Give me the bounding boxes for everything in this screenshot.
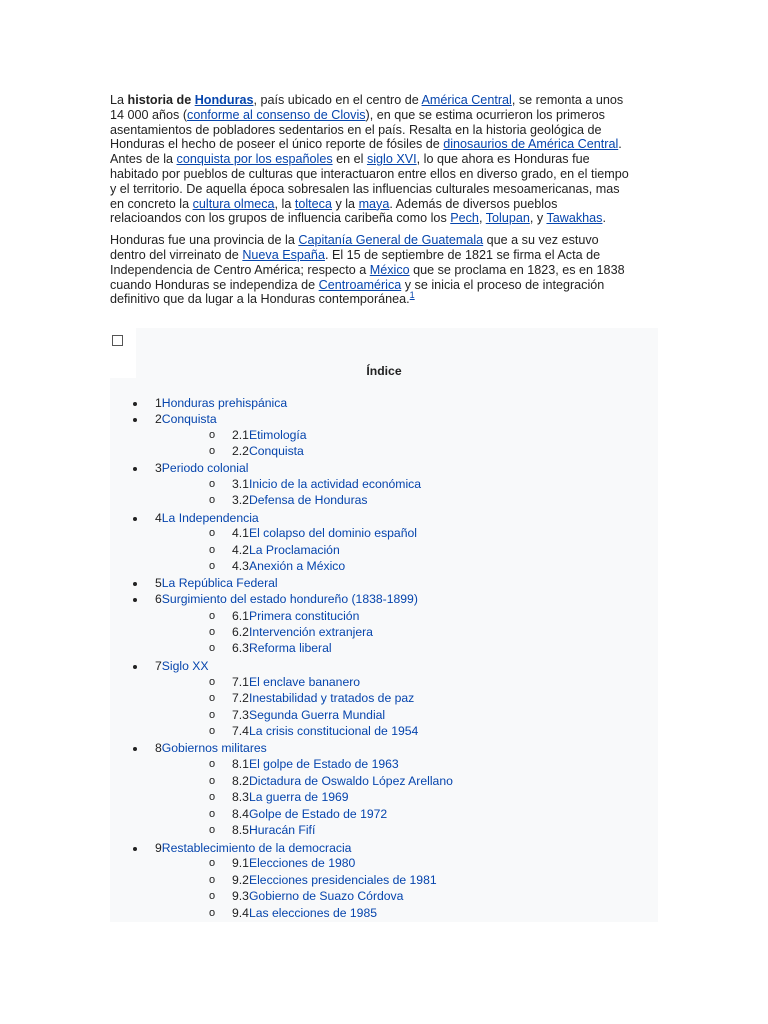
toc-item-number: 6 — [155, 592, 162, 606]
body-text: y la — [331, 196, 359, 211]
article-link[interactable]: Honduras — [194, 93, 254, 107]
toc-item-number: 3.1 — [232, 477, 249, 491]
article-link[interactable]: dinosaurios de América Central — [443, 137, 619, 152]
toc-item-link[interactable]: Segunda Guerra Mundial — [248, 708, 386, 722]
toc-item[interactable] — [232, 807, 387, 821]
toc-item-number: 9 — [155, 841, 162, 855]
body-text: ), en que se estima ocurrieron los primeros asentamientos de pobladores sedentarios en el país. Resalta en la historia geológica de Honduras el hecho de poseer el único reporte de fósiles de — [110, 107, 605, 152]
toc-item-link[interactable]: La Proclamación — [248, 543, 340, 557]
body-text: , se remonta a unos 14 000 años ( — [110, 93, 624, 122]
toc-item-link[interactable]: Elecciones presidenciales de 1981 — [248, 873, 437, 887]
toc-item-number: 4 — [155, 511, 162, 525]
toc-item-link[interactable]: Inestabilidad y tratados de paz — [248, 691, 415, 705]
toc-item-number: 8.3 — [232, 790, 249, 804]
toc-item[interactable] — [232, 526, 417, 540]
body-text: . El 15 de septiembre de 1821 se firma el Acta de Independencia de Centro América; respecto a — [110, 247, 601, 277]
toc-item-number: 8.5 — [232, 823, 249, 837]
article-link[interactable]: Capitanía General de Guatemala — [298, 233, 484, 248]
toc-item-number: 8 — [155, 741, 162, 755]
toc-item-number: 2 — [155, 412, 162, 426]
toc-item-number: 4.1 — [232, 526, 249, 540]
toc-item-link[interactable]: Periodo colonial — [161, 461, 249, 475]
toc-item[interactable] — [232, 757, 399, 771]
toc-item[interactable] — [232, 543, 340, 557]
toc-item[interactable] — [232, 493, 368, 507]
sub-bullet-icon: o — [209, 676, 216, 688]
toc-item[interactable] — [155, 659, 209, 673]
bullet-icon — [133, 665, 137, 669]
toc-item-link[interactable]: Gobiernos militares — [161, 741, 267, 755]
toc-item[interactable] — [155, 396, 287, 410]
bullet-icon — [133, 517, 137, 521]
sub-bullet-icon: o — [209, 791, 216, 803]
article-link[interactable]: Nueva España — [242, 247, 325, 262]
sub-bullet-icon: o — [209, 758, 216, 770]
sub-bullet-icon: o — [209, 494, 216, 506]
toc-item[interactable] — [232, 444, 304, 458]
bullet-icon — [133, 598, 137, 602]
body-text: que se proclama en 1823, es en 1838 cuando Honduras se independiza de — [110, 262, 625, 292]
body-text: que a su vez estuvo dentro del virreinato de — [110, 233, 599, 262]
toc-item-number: 7 — [155, 659, 162, 673]
toc-item[interactable] — [155, 461, 249, 475]
toc-item-link[interactable]: Restablecimiento de la democracia — [161, 841, 352, 855]
toc-item-number: 5 — [155, 576, 162, 590]
toc-item[interactable] — [155, 592, 418, 606]
toc-item[interactable] — [232, 625, 373, 639]
toc-item[interactable] — [232, 889, 403, 903]
toc-item-number: 7.1 — [232, 675, 249, 689]
sub-bullet-icon: o — [209, 544, 216, 556]
toc-item-number: 7.3 — [232, 708, 249, 722]
toc-item-link[interactable]: La crisis constitucional de 1954 — [248, 724, 419, 738]
toc-item[interactable] — [155, 576, 278, 590]
sub-bullet-icon: o — [209, 709, 216, 721]
toc-item-link[interactable]: Dictadura de Oswaldo López Arellano — [248, 774, 453, 788]
sub-bullet-icon: o — [209, 692, 216, 704]
toc-item[interactable] — [232, 609, 359, 623]
sub-bullet-icon: o — [209, 626, 216, 638]
sub-bullet-icon: o — [209, 642, 216, 654]
toc-item-link[interactable]: Defensa de Honduras — [248, 493, 368, 507]
toc-item-number: 9.4 — [232, 906, 249, 920]
toc-toggle-checkbox[interactable] — [112, 335, 123, 346]
toc-item-number: 8.2 — [232, 774, 249, 788]
toc-item[interactable] — [232, 856, 355, 870]
toc-item[interactable] — [232, 691, 414, 705]
body-text: , país ubicado en el centro de — [253, 93, 422, 107]
article-link[interactable]: América Central — [421, 93, 512, 107]
toc-item-number: 1 — [155, 396, 162, 410]
body-text: La — [110, 93, 128, 107]
bullet-icon — [133, 747, 137, 751]
toc-item[interactable] — [232, 790, 349, 804]
toc-item-number: 4.3 — [232, 559, 249, 573]
toc-item-link[interactable]: El golpe de Estado de 1963 — [248, 757, 399, 771]
toc-item-link[interactable]: Etimología — [248, 428, 307, 442]
toc-item-link[interactable]: Anexión a México — [248, 559, 346, 573]
toc-item-number: 9.3 — [232, 889, 249, 903]
sub-bullet-icon: o — [209, 907, 216, 919]
sub-bullet-icon: o — [209, 429, 216, 441]
sub-bullet-icon: o — [209, 824, 216, 836]
toc-item-number: 9.2 — [232, 873, 249, 887]
article-link[interactable]: cultura olmeca — [192, 196, 275, 211]
toc-item-link[interactable]: Gobierno de Suazo Córdova — [248, 889, 404, 903]
body-text: y se inicia el proceso de integración definitivo que da lugar a la Honduras contemporánea. — [110, 277, 605, 307]
sub-bullet-icon: o — [209, 857, 216, 869]
toc-item[interactable] — [232, 675, 360, 689]
toc-item-number: 6.3 — [232, 641, 249, 655]
toc-item-number: 2.2 — [232, 444, 249, 458]
toc-item[interactable] — [232, 873, 437, 887]
body-text: , — [478, 211, 486, 226]
toc-item-link[interactable]: Siglo XX — [161, 659, 209, 673]
toc-item-link[interactable]: Las elecciones de 1985 — [248, 906, 378, 920]
bullet-icon — [133, 582, 137, 586]
toc-item-number: 8.4 — [232, 807, 249, 821]
article-link[interactable]: Tolupan — [485, 211, 530, 226]
toc-item-number: 8.1 — [232, 757, 249, 771]
toc-item-link[interactable]: Primera constitución — [248, 609, 360, 623]
toc-item[interactable] — [155, 841, 351, 855]
body-text: . Además de diversos pueblos relacioandos con los grupos de influencia caribeña como los — [110, 196, 558, 226]
article-link[interactable]: Tawakhas — [546, 211, 603, 226]
toc-item[interactable] — [232, 823, 315, 837]
reference-link[interactable]: 1 — [409, 290, 415, 301]
toc-item[interactable] — [155, 412, 217, 426]
toc-item-number: 6.2 — [232, 625, 249, 639]
toc-item-number: 6.1 — [232, 609, 249, 623]
toc-item[interactable] — [232, 477, 421, 491]
toc-item[interactable] — [232, 906, 377, 920]
bullet-icon — [133, 418, 137, 422]
toc-item[interactable] — [232, 774, 453, 788]
toc-item-link[interactable]: La guerra de 1969 — [248, 790, 349, 804]
sub-bullet-icon: o — [209, 445, 216, 457]
article-link[interactable]: Pech — [450, 211, 479, 226]
toc-item[interactable] — [155, 741, 267, 755]
sub-bullet-icon: o — [209, 478, 216, 490]
article-link[interactable]: Centroamérica — [318, 277, 402, 292]
toc-item-number: 9.1 — [232, 856, 249, 870]
toc-item-number: 7.4 — [232, 724, 249, 738]
body-text: en el — [332, 152, 367, 167]
article-link[interactable]: tolteca — [294, 196, 332, 211]
article-link[interactable]: conquista por los españoles — [176, 152, 333, 167]
toc-item[interactable] — [155, 511, 259, 525]
table-of-contents — [110, 328, 658, 922]
toc-item-link[interactable]: Conquista — [161, 412, 217, 426]
toc-item-link[interactable]: Huracán Fifí — [248, 823, 316, 837]
toc-item-link[interactable]: Honduras prehispánica — [161, 396, 288, 410]
body-text: , y — [529, 211, 547, 226]
toc-item-link[interactable]: La República Federal — [161, 576, 278, 590]
body-text: Honduras fue una provincia de la — [110, 233, 299, 248]
body-text: . Antes de la — [110, 137, 622, 167]
toc-title: Índice — [366, 364, 402, 378]
intro-paragraph-1 — [110, 93, 630, 226]
toc-item-link[interactable]: La Independencia — [161, 511, 259, 525]
toc-item-number: 3 — [155, 461, 162, 475]
toc-item-number: 7.2 — [232, 691, 249, 705]
sub-bullet-icon: o — [209, 775, 216, 787]
toc-item[interactable] — [232, 724, 418, 738]
toc-item-link[interactable]: Conquista — [248, 444, 304, 458]
toc-item-number: 4.2 — [232, 543, 249, 557]
body-text: , lo que ahora es Honduras fue habitado por pueblos de culturas que interactuaron entre ellos en diverso grado, en el tiempo y el territorio. De aquella época sobresalen las influencias culturales mesoamericanas, mas en concreto la — [110, 152, 629, 211]
sub-bullet-icon: o — [209, 808, 216, 820]
toc-item[interactable] — [232, 641, 332, 655]
toc-item-link[interactable]: El enclave bananero — [248, 675, 361, 689]
body-text: , la — [274, 196, 295, 211]
body-text: . — [602, 211, 606, 226]
sub-bullet-icon: o — [209, 610, 216, 622]
toc-item-link[interactable]: El colapso del dominio español — [248, 526, 417, 540]
toc-item-link[interactable]: Intervención extranjera — [248, 625, 373, 639]
toc-item-link[interactable]: Elecciones de 1980 — [248, 856, 356, 870]
bullet-icon — [133, 402, 137, 406]
toc-item-number: 2.1 — [232, 428, 249, 442]
sub-bullet-icon: o — [209, 874, 216, 886]
article-body — [110, 93, 630, 314]
toc-item-link[interactable]: Surgimiento del estado hondureño (1838-1899) — [161, 592, 418, 606]
bullet-icon — [133, 467, 137, 471]
sub-bullet-icon: o — [209, 560, 216, 572]
sub-bullet-icon: o — [209, 890, 216, 902]
article-link[interactable]: siglo XVI — [366, 152, 417, 167]
article-link[interactable]: conforme al consenso de Clovis — [187, 107, 366, 122]
toc-item[interactable] — [232, 428, 307, 442]
toc-item[interactable] — [232, 559, 345, 573]
bullet-icon — [133, 847, 137, 851]
intro-paragraph-2 — [110, 233, 630, 307]
toc-item-link[interactable]: Reforma liberal — [248, 641, 332, 655]
sub-bullet-icon: o — [209, 527, 216, 539]
sub-bullet-icon: o — [209, 725, 216, 737]
article-link[interactable]: México — [369, 262, 410, 277]
toc-item-link[interactable]: Golpe de Estado de 1972 — [248, 807, 388, 821]
toc-item-link[interactable]: Inicio de la actividad económica — [248, 477, 422, 491]
bold-text: historia de — [127, 93, 195, 107]
toc-item[interactable] — [232, 708, 385, 722]
toc-item-number: 3.2 — [232, 493, 249, 507]
article-link[interactable]: maya — [358, 196, 390, 211]
